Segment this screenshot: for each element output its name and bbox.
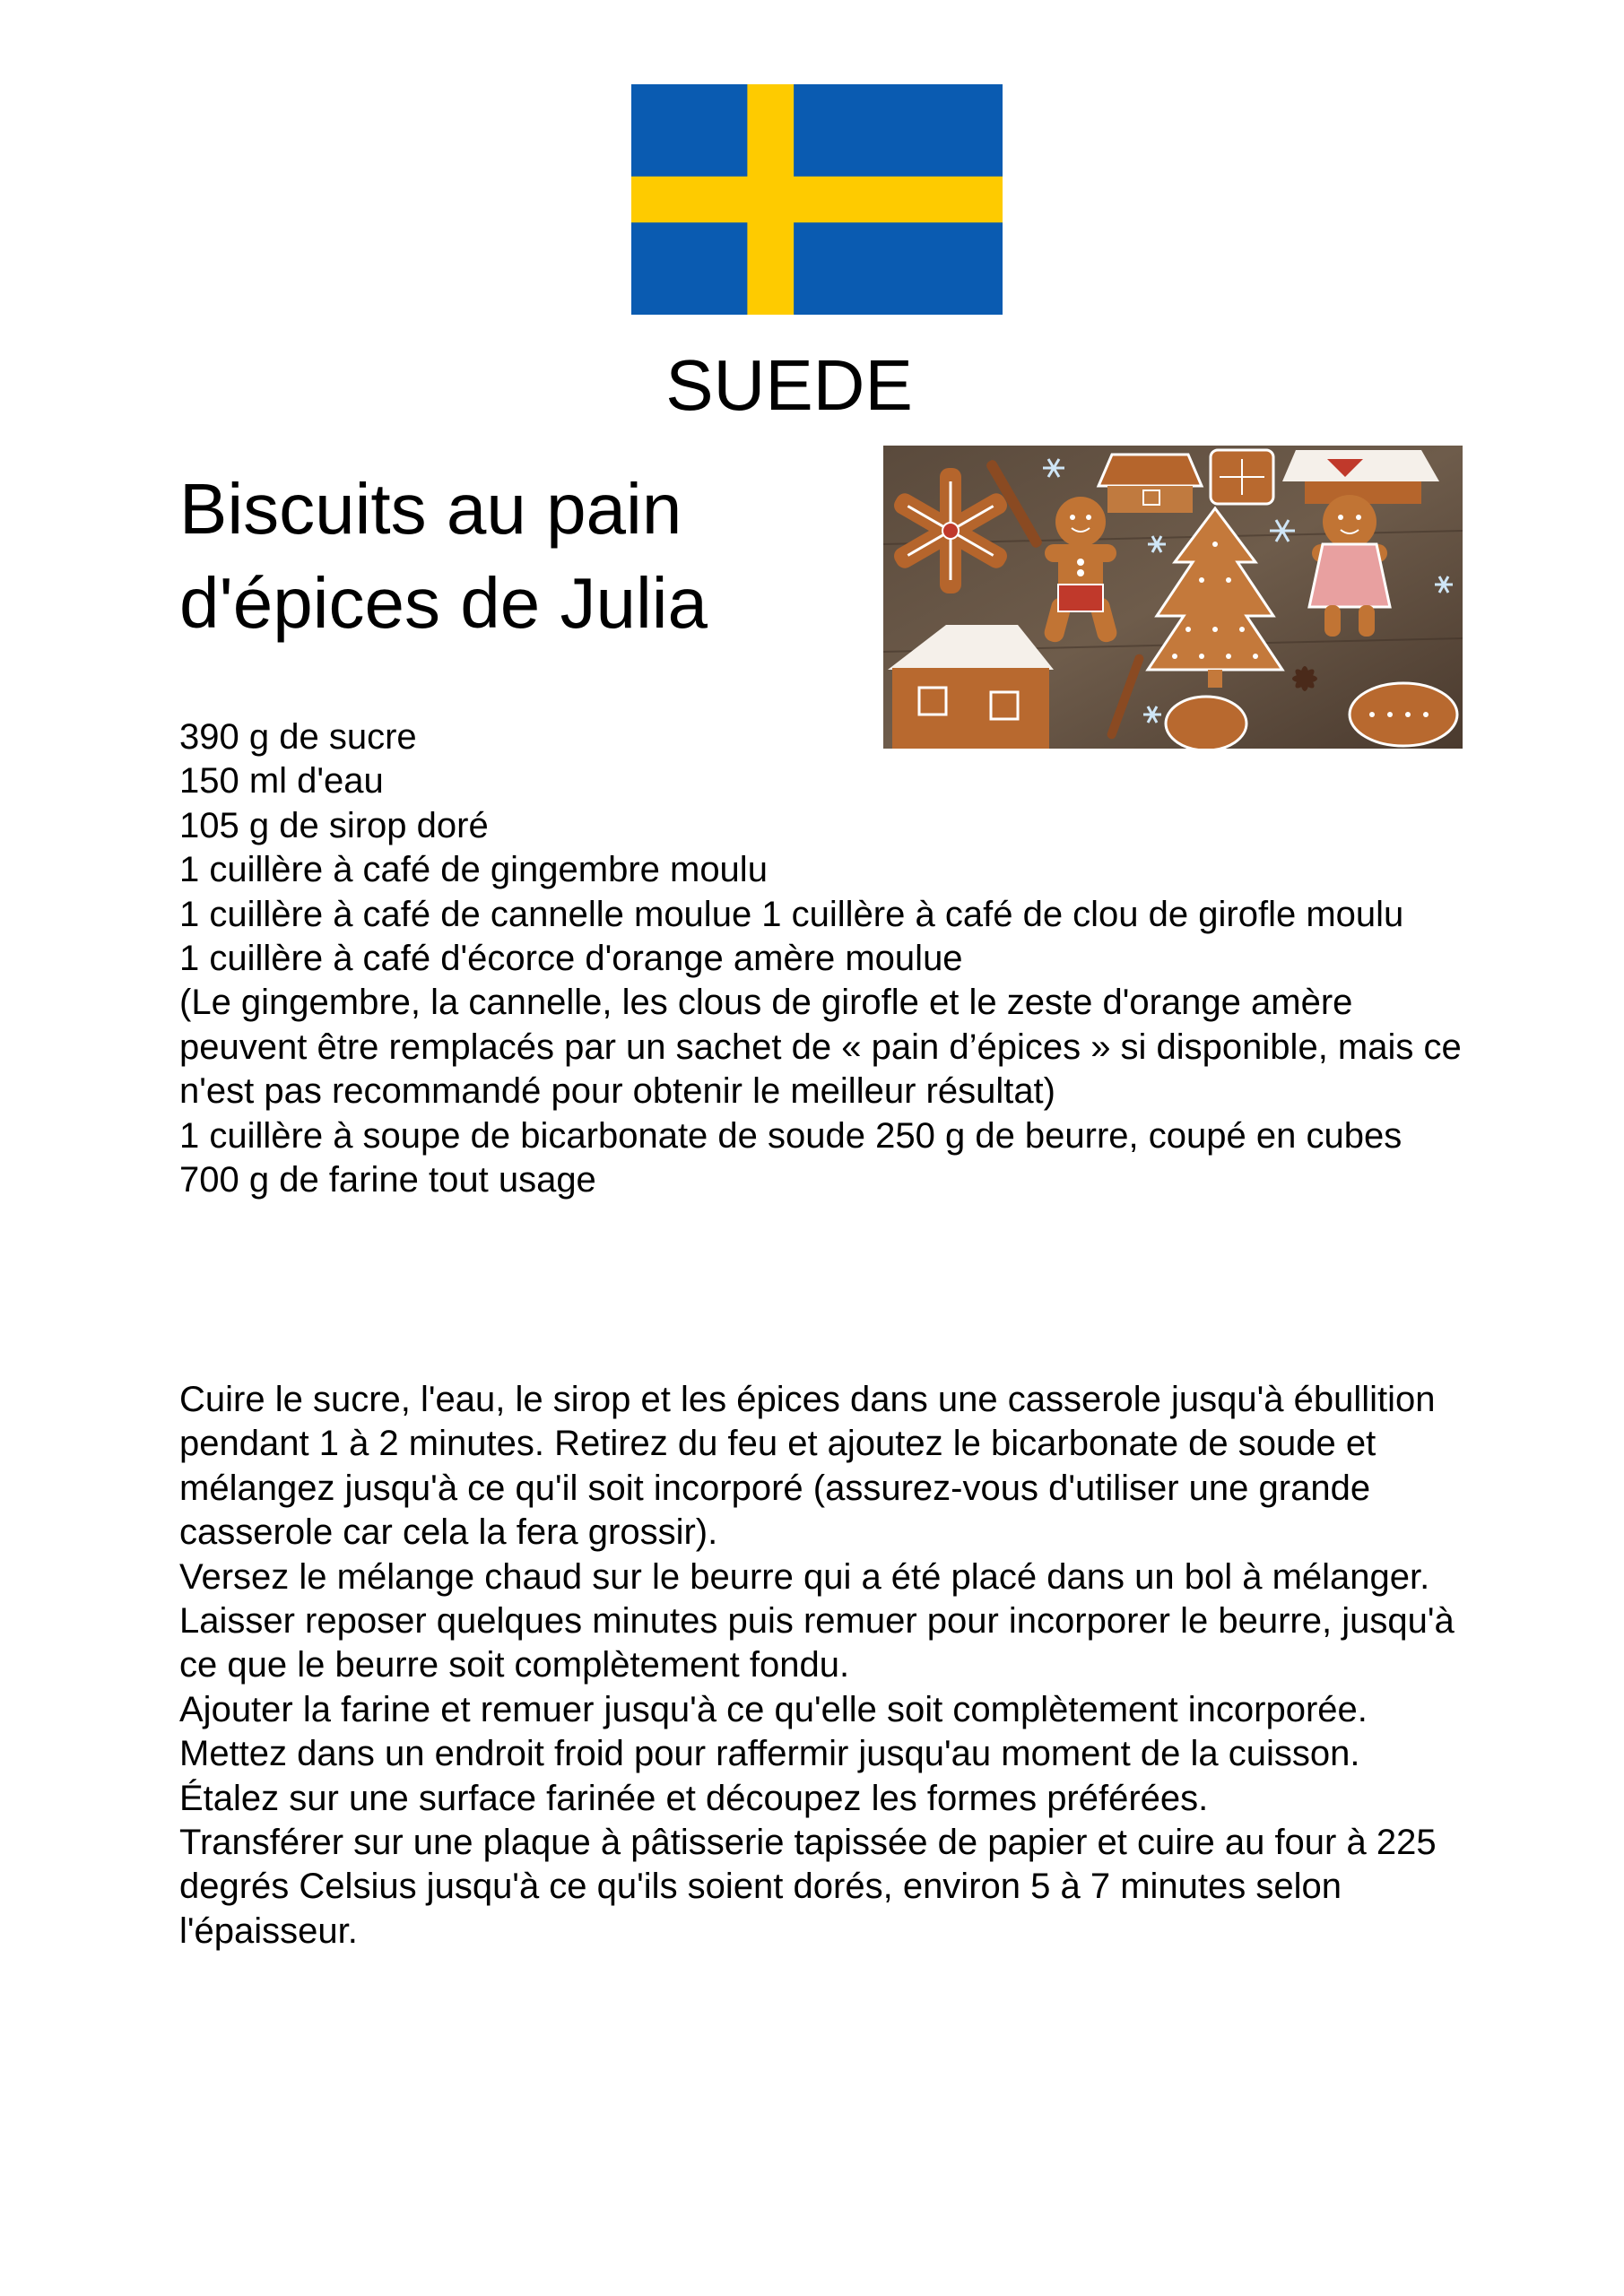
recipe-title-line-1: Biscuits au pain	[179, 469, 682, 549]
ingredient-item: 1 cuillère à café de cannelle moulue 1 cuillère à café de clou de girofle moulu	[179, 894, 1404, 934]
instruction-paragraph: Transférer sur une plaque à pâtisserie tapissée de papier et cuire au four à 225 degrés Celsius jusqu'à ce qu'ils soient dorés, environ 5 à 7 minutes selon l'épaisseur.	[179, 1823, 1437, 1951]
instruction-paragraph: Ajouter la farine et remuer jusqu'à ce qu'elle soit complètement incorporée.	[179, 1689, 1368, 1729]
ingredient-item: 1 cuillère à café de gingembre moulu	[179, 850, 768, 890]
ingredient-note: (Le gingembre, la cannelle, les clous de girofle et le zeste d'orange amère peuvent être remplacés par un sachet de « pain d’épices » si disponible, mais ce n'est pas recommandé pour obtenir le meilleur résultat)	[179, 983, 1462, 1112]
recipe-title	[179, 462, 861, 650]
ingredient-item: 150 ml d'eau	[179, 761, 384, 801]
country-heading: SUEDE	[665, 345, 913, 425]
ingredient-item: 390 g de sucre	[179, 717, 417, 757]
recipe-title-line-2: d'épices de Julia	[179, 563, 708, 643]
instruction-paragraph: Cuire le sucre, l'eau, le sirop et les épices dans une casserole jusqu'à ébullition pendant 1 à 2 minutes. Retirez du feu et ajoutez le bicarbonate de soude et mélangez jusqu'à ce qu'il soit incorporé (assurez-vous d'utiliser une grande casserole car cela la fera grossir).	[179, 1380, 1436, 1553]
ingredient-item: 105 g de sirop doré	[179, 805, 489, 845]
instruction-paragraph: Étalez sur une surface farinée et découpez les formes préférées.	[179, 1778, 1209, 1818]
instructions	[179, 1378, 1480, 1954]
sweden-flag	[631, 84, 1003, 315]
instruction-paragraph: Mettez dans un endroit froid pour raffermir jusqu'au moment de la cuisson.	[179, 1734, 1360, 1774]
instruction-paragraph: Versez le mélange chaud sur le beurre qui a été placé dans un bol à mélanger. Laisser reposer quelques minutes puis remuer pour incorporer le beurre, jusqu'à ce que le beurre soit complètement fondu.	[179, 1556, 1455, 1685]
ingredient-item: 1 cuillère à soupe de bicarbonate de soude 250 g de beurre, coupé en cubes	[179, 1115, 1403, 1156]
ingredient-item: 700 g de farine tout usage	[179, 1160, 596, 1200]
ingredient-item: 1 cuillère à café d'écorce d'orange amère moulue	[179, 939, 963, 979]
ingredients-list	[179, 715, 1480, 1202]
gingerbread-cookies-image	[883, 446, 1463, 749]
